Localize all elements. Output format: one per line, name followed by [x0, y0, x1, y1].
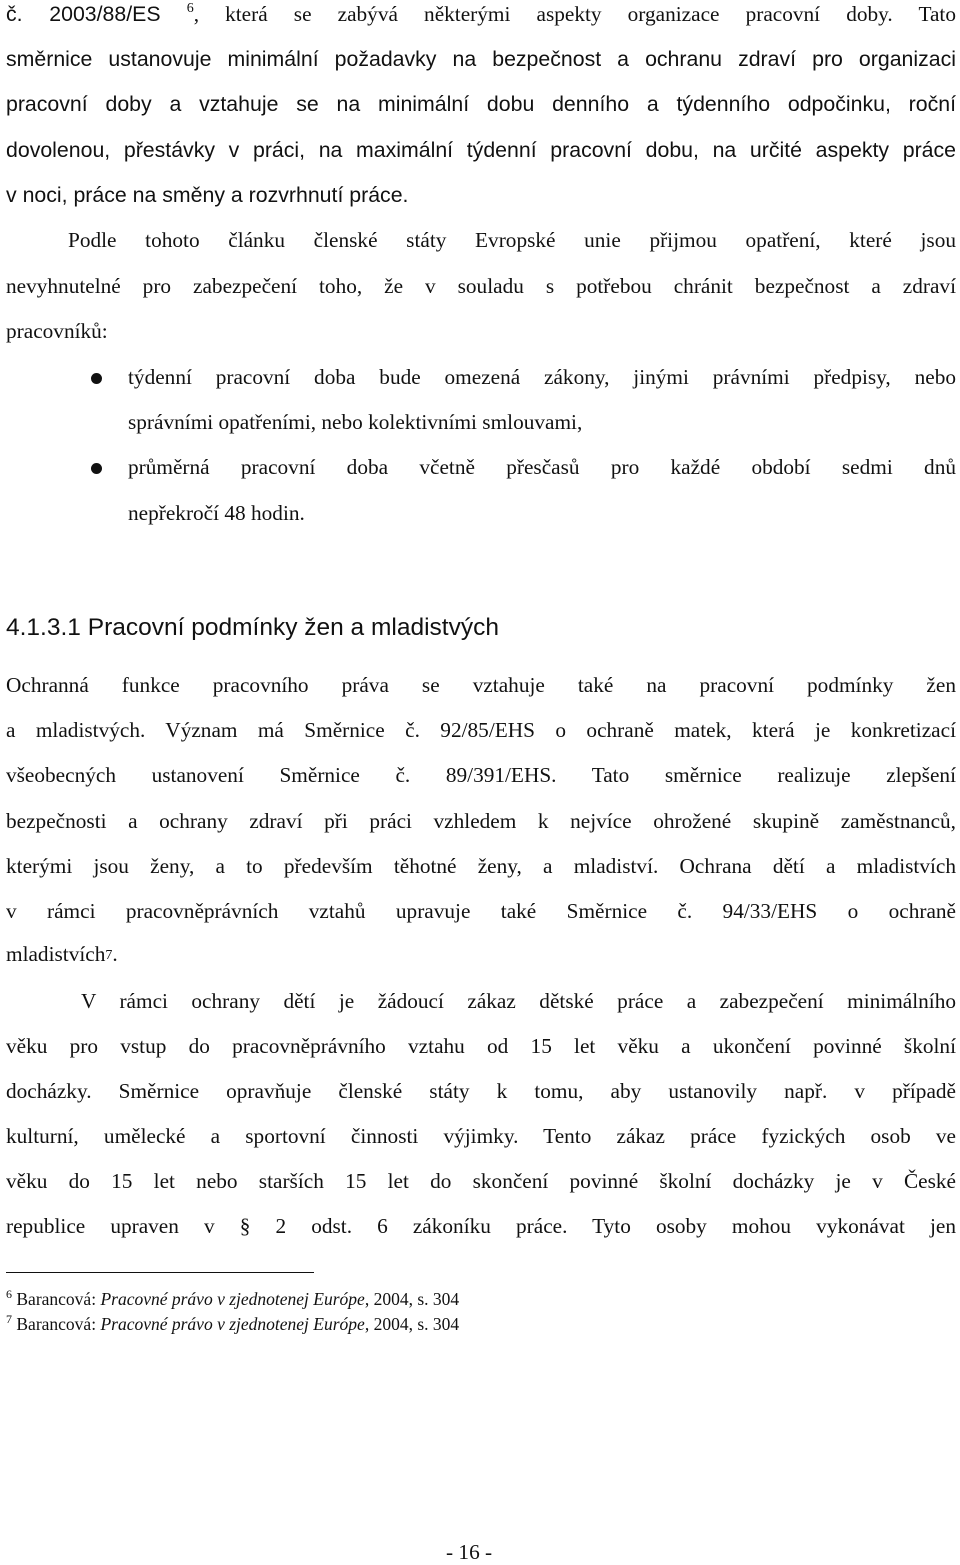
para4-line-5: věku do 15 let nebo starších 15 let do skončení povinné školní docházky je v České	[6, 1169, 956, 1193]
bullet-2-line-1: průměrná pracovní doba včetně přesčasů pro každé období sedmi dnů	[128, 455, 956, 479]
para3-line-1: Ochranná funkce pracovního práva se vztahuje také na pracovní podmínky žen	[6, 673, 956, 697]
bullet-1-line-2: správními opatřeními, nebo kolektivními smlouvami,	[128, 410, 583, 434]
para3-line-5: kterými jsou ženy, a to především těhotné ženy, a mladiství. Ochrana dětí a mladistvích	[6, 854, 956, 878]
para4-line-2: věku pro vstup do pracovněprávního vztahu od 15 let věku a ukončení povinné školní	[6, 1034, 956, 1058]
para3-line-6: v rámci pracovněprávních vztahů upravuje také Směrnice č. 94/33/EHS o ochraně	[6, 899, 956, 923]
bullet-marker-1	[91, 373, 102, 384]
footnote-6: $^6$ Barancová: Pracovné právo v zjednotenej Európe, 2004, s. 304	[6, 1287, 460, 1309]
para1-line-1: č. 2003/88/ES $^6$, která se zabývá některými aspekty organizace pracovní doby. Tato	[6, 1, 956, 26]
para3-line-7: mladistvích7.	[6, 942, 118, 966]
footnote-7: $^7$ Barancová: Pracovné právo v zjednotenej Európe, 2004, s. 304	[6, 1312, 460, 1334]
para1-line-3: pracovní doby a vztahuje se na minimální dobu denního a týdenního odpočinku, roční	[6, 92, 956, 116]
para4-line-4: kulturní, umělecké a sportovní činnosti výjimky. Tento zákaz práce fyzických osob ve	[6, 1124, 956, 1148]
para1-line-2: směrnice ustanovuje minimální požadavky na bezpečnost a ochranu zdraví pro organizaci	[6, 47, 956, 71]
para2-line-1: Podle tohoto článku členské státy Evropské unie přijmou opatření, které jsou	[68, 228, 956, 252]
para3-line-4: bezpečnosti a ochrany zdraví při práci vzhledem k nejvíce ohrožené skupině zaměstnanců,	[6, 809, 956, 833]
para3-line-3: všeobecných ustanovení Směrnice č. 89/391/EHS. Tato směrnice realizuje zlepšení	[6, 763, 956, 787]
para4-line-6: republice upraven v § 2 odst. 6 zákoníku práce. Tyto osoby mohou vykonávat jen	[6, 1214, 956, 1238]
bullet-1-line-1: týdenní pracovní doba bude omezená zákony, jinými právními předpisy, nebo	[128, 365, 956, 389]
document-page	[6, 0, 956, 1565]
para1-line-4: dovolenou, přestávky v práci, na maximální týdenní pracovní dobu, na určité aspekty práce	[6, 138, 956, 162]
para4-line-1: V rámci ochrany dětí je žádoucí zákaz dětské práce a zabezpečení minimálního	[81, 989, 956, 1013]
para2-line-3: pracovníků:	[6, 319, 108, 343]
footnote-ref-6: 6	[186, 1, 194, 16]
page-number: - 16 -	[446, 1540, 493, 1564]
para4-line-3: docházky. Směrnice opravňuje členské státy k tomu, aby ustanovily např. v případě	[6, 1079, 956, 1103]
para1-line-5: v noci, práce na směny a rozvrhnutí práce.	[6, 183, 409, 207]
para2-line-2: nevyhnutelné pro zabezpečení toho, že v souladu s potřebou chránit bezpečnost a zdraví	[6, 274, 956, 298]
bullet-2-line-2: nepřekročí 48 hodin.	[128, 501, 305, 525]
bullet-marker-2	[91, 463, 102, 474]
footnote-separator	[6, 1272, 314, 1273]
footnote-ref-7: 7	[105, 948, 113, 963]
para3-line-2: a mladistvých. Význam má Směrnice č. 92/85/EHS o ochraně matek, která je konkretizací	[6, 718, 956, 742]
section-heading: 4.1.3.1 Pracovní podmínky žen a mladistvých	[6, 614, 499, 641]
